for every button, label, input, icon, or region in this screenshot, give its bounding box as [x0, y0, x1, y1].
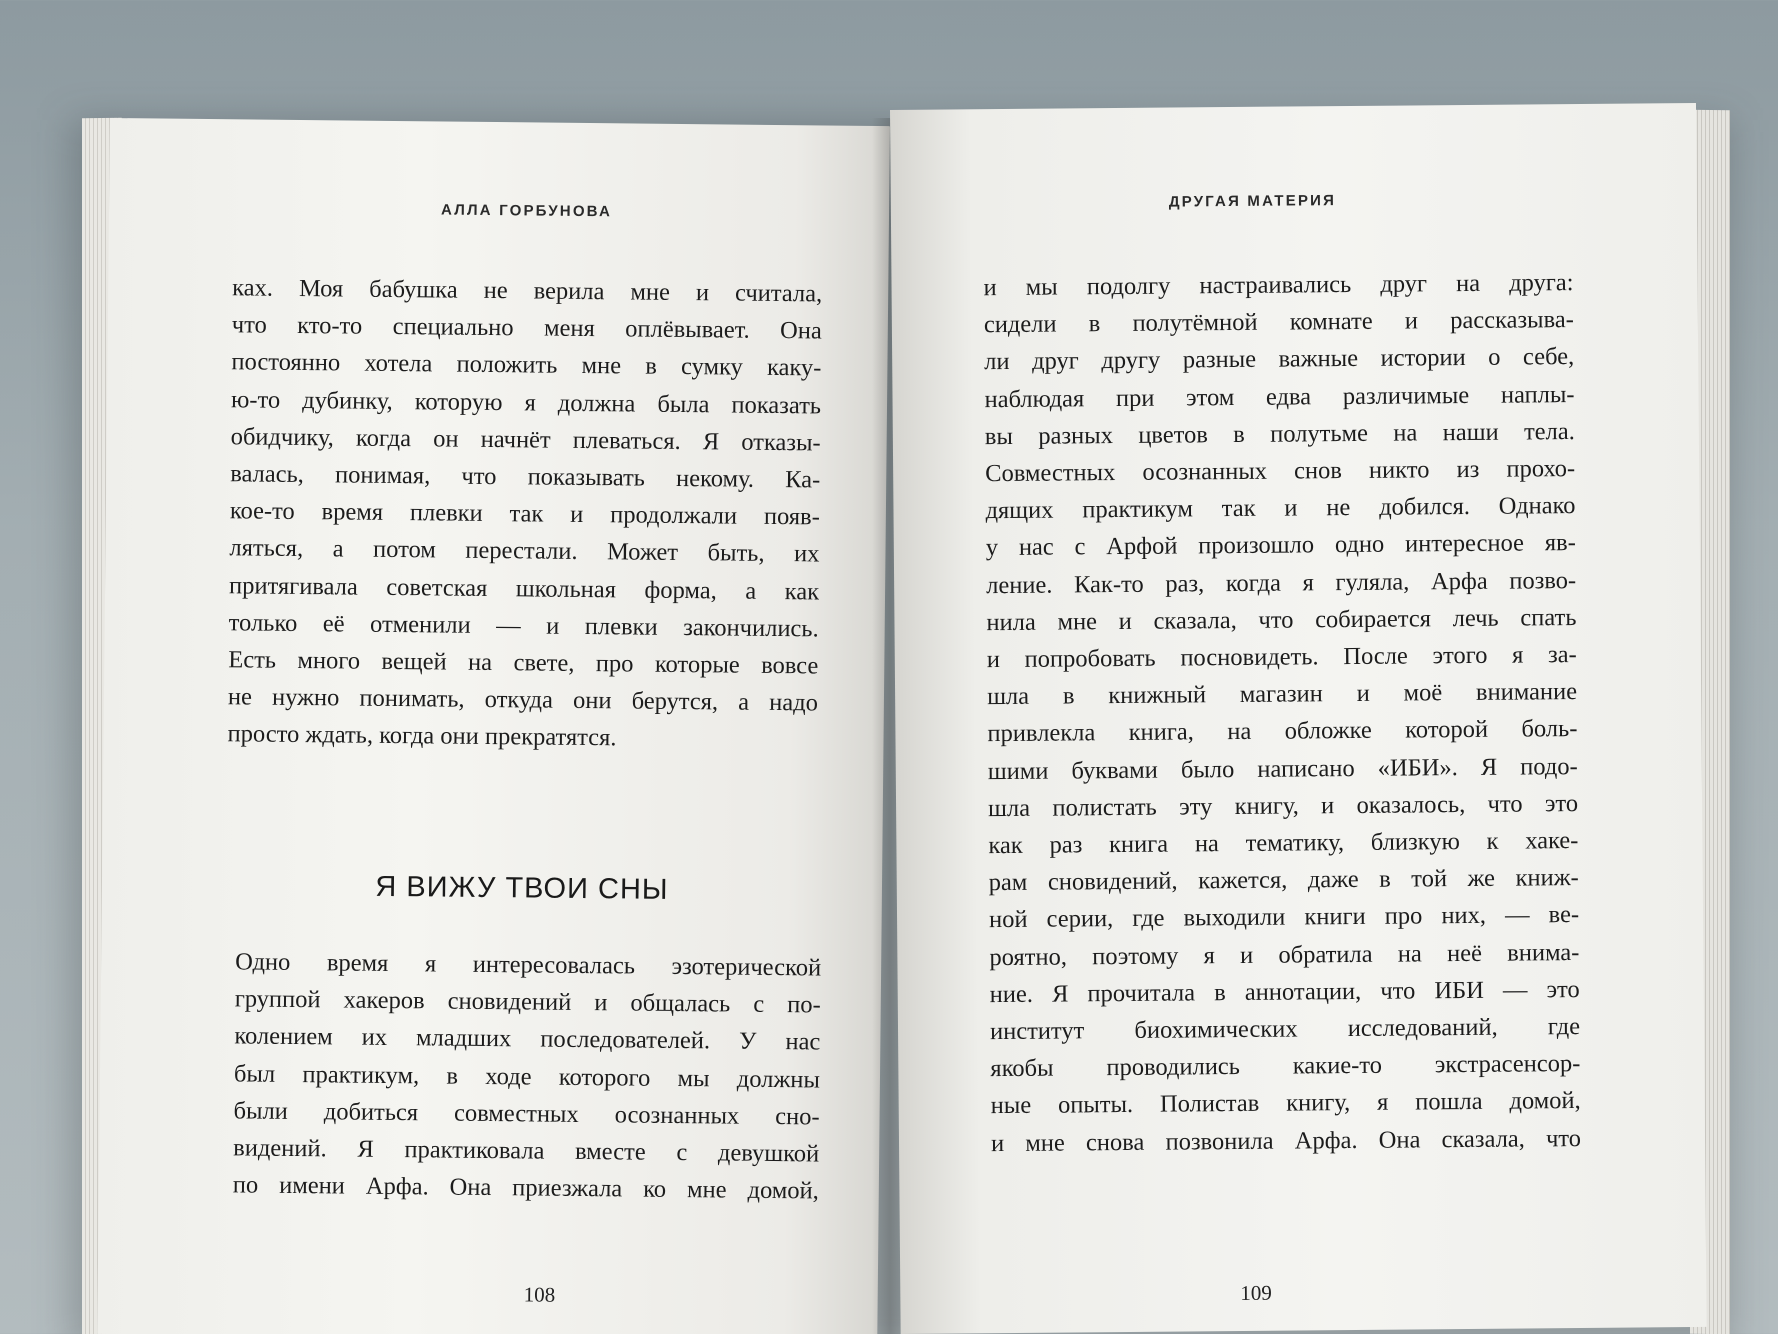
text-line: ние. Я прочитала в аннотации, что ИБИ — это [989, 975, 1580, 1009]
right-paragraph [983, 264, 1581, 1162]
text-line: шла полистать эту книгу, и оказалось, что это [987, 789, 1579, 823]
text-line: постоянно хотела положить мне в сумку каку- [231, 348, 822, 382]
text-line: рам сновидений, кажется, даже в той же книж- [988, 864, 1579, 897]
text-line: ные опыты. Полистав книгу, я пошла домой, [990, 1087, 1581, 1120]
text-line: Совместных осознанных снов никто из прохо- [985, 455, 1576, 488]
text-line: привлекла книга, на обложке которой боль- [987, 715, 1578, 748]
text-line: ю-то дубинку, которую я должна была показать [230, 385, 822, 420]
text-line: что кто-то специально меня оплёвывает. Она [231, 311, 822, 345]
text-line: и мне снова позвонила Арфа. Она сказала, что [990, 1124, 1582, 1157]
left-upper-paragraph [227, 269, 822, 759]
text-line: валась, понимая, что показывать некому. Ка- [230, 460, 821, 494]
text-line: сидели в полутёмной комнате и рассказыва- [983, 306, 1574, 339]
text-line: нила мне и сказала, что собирается лечь спать [986, 603, 1577, 637]
text-line: институт биохимических исследований, где [989, 1013, 1581, 1046]
text-line: дящих практикум так и не добился. Однако [985, 492, 1576, 525]
text-line: вы разных цветов в полутьме на наши тела. [984, 417, 1575, 450]
text-line: шими буквами было написано «ИБИ». Я подо- [987, 752, 1578, 785]
text-line: ляться, а потом перестали. Может быть, их [229, 534, 820, 568]
chapter-heading: Я ВИЖУ ТВОИ СНЫ [375, 870, 669, 906]
text-line: Есть много вещей на свете, про которые вовсе [228, 646, 819, 680]
text-line: у нас с Арфой произошло одно интересное яв- [985, 529, 1576, 562]
text-line: роятно, поэтому я и обратила на неё внима- [989, 938, 1580, 971]
text-line: колением их младших последователей. У нас [234, 1022, 821, 1056]
text-line: ление. Как-то раз, когда я гуляла, Арфа позво- [986, 566, 1577, 599]
text-line: наблюдая при этом едва различимые наплы- [984, 380, 1575, 413]
text-line: как раз книга на тематику, близкую к хаке- [988, 827, 1579, 860]
right-running-head: ДРУГАЯ МАТЕРИЯ [1168, 192, 1337, 211]
text-line: ках. Моя бабушка не верила мне и считала, [232, 274, 823, 308]
left-running-head: АЛЛА ГОРБУНОВА [440, 201, 613, 221]
text-line: только её отменили — и плевки закончились. [228, 609, 819, 643]
text-line: Одно время я интересовалась эзотерической [235, 948, 822, 982]
text-line: были добиться совместных осознанных сно- [233, 1097, 820, 1131]
text-line: не нужно понимать, откуда они берутся, а надо [227, 683, 819, 717]
left-page [97, 118, 890, 1334]
text-line: группой хакеров сновидений и общалась с по- [234, 985, 821, 1019]
text-line: якобы проводились какие-то экстрасенсор- [990, 1050, 1581, 1083]
text-line: притягивала советская школьная форма, а как [228, 571, 820, 606]
text-line: видений. Я практиковала вместе с девушкой [233, 1134, 820, 1168]
text-line: просто ждать, когда они прекратятся. [227, 720, 617, 752]
text-line: ли друг другу разные важные истории о себе, [984, 343, 1575, 376]
left-lower-paragraph [233, 943, 822, 1210]
text-line: кое-то время плевки так и продолжали появ- [229, 497, 821, 531]
text-line: и мы подолгу настраивались друг на друга: [983, 269, 1574, 302]
right-page-number: 109 [1240, 1280, 1272, 1305]
right-page [890, 103, 1707, 1334]
text-line: и попробовать посновидеть. После этого я за- [986, 641, 1577, 674]
text-line: шла в книжный магазин и моё внимание [987, 678, 1578, 711]
text-line: был практикум, в ходе которого мы должны [233, 1059, 821, 1094]
text-line: ной серии, где выходили книги про них, — ве- [988, 901, 1580, 934]
text-line: обидчику, когда он начнёт плеваться. Я отказы- [230, 423, 821, 457]
text-line: по имени Арфа. Она приезжала ко мне домой, [232, 1171, 819, 1205]
left-page-number: 108 [523, 1282, 556, 1307]
